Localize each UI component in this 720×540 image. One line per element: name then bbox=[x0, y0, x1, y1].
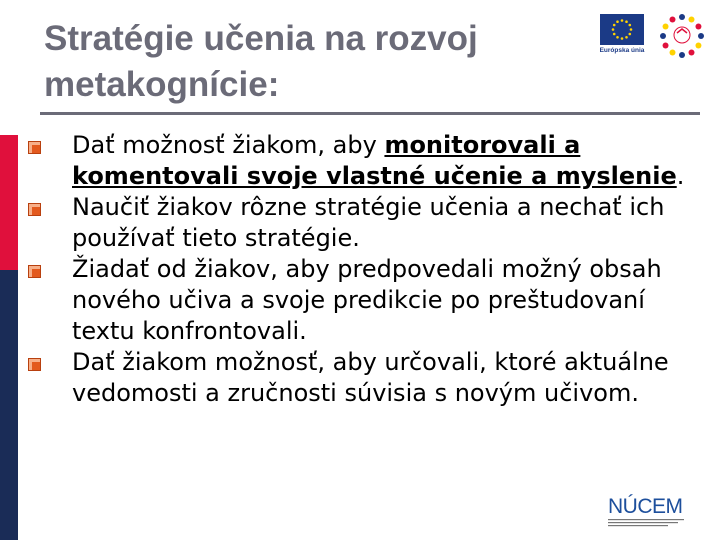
esf-star bbox=[679, 52, 685, 58]
eu-star bbox=[630, 28, 633, 31]
bullet-square-icon bbox=[28, 203, 41, 216]
nucem-logo-name: NÚCEM bbox=[608, 495, 683, 518]
esf-star bbox=[660, 33, 666, 39]
esf-star bbox=[663, 43, 669, 49]
esf-star bbox=[695, 43, 701, 49]
esf-logo bbox=[656, 12, 708, 64]
bullet-list bbox=[28, 130, 688, 409]
eu-logo bbox=[596, 14, 648, 62]
list-item bbox=[28, 130, 688, 192]
nucem-logo bbox=[608, 496, 688, 526]
esf-star bbox=[689, 17, 695, 23]
bullet-text-end: . bbox=[676, 162, 685, 190]
bullet-text: Dať žiakom možnosť, aby určovali, ktoré aktuálne vedomosti a zručnosti súvisia s novým učivom. bbox=[72, 348, 669, 407]
esf-star bbox=[689, 49, 695, 55]
list-item bbox=[28, 347, 688, 409]
esf-star bbox=[670, 17, 676, 23]
esf-star bbox=[698, 33, 704, 39]
eu-star bbox=[625, 20, 628, 23]
eu-star bbox=[628, 24, 631, 27]
side-stripe-white bbox=[0, 0, 18, 135]
bullet-emphasis: monitorovali a komentovali svoje vlastné učenie a myslenie bbox=[72, 131, 677, 190]
nucem-subtext-lines bbox=[608, 518, 684, 528]
eu-star bbox=[621, 19, 624, 22]
esf-star bbox=[670, 49, 676, 55]
eu-star bbox=[628, 33, 631, 36]
star-ring-icon bbox=[656, 12, 708, 64]
bullet-text: Dať možnosť žiakom, aby bbox=[72, 131, 385, 159]
list-item bbox=[28, 192, 688, 254]
nucem-logo-subtext bbox=[608, 518, 684, 529]
eu-flag-icon bbox=[600, 14, 644, 45]
eu-logo-label: Európska únia bbox=[599, 47, 645, 54]
esf-star bbox=[679, 14, 685, 20]
esf-star bbox=[695, 24, 701, 30]
slide-title: Stratégie učenia na rozvoj metakognície: bbox=[44, 19, 478, 104]
bullet-square-icon bbox=[28, 358, 41, 371]
bullet-square-icon bbox=[28, 141, 41, 154]
side-stripe-red bbox=[0, 135, 18, 270]
eu-star bbox=[612, 28, 615, 31]
list-item bbox=[28, 254, 688, 347]
eu-star bbox=[621, 37, 624, 40]
esf-star bbox=[663, 24, 669, 30]
eu-star bbox=[616, 36, 619, 39]
eu-star bbox=[616, 20, 619, 23]
title-divider bbox=[40, 112, 700, 115]
eu-star bbox=[613, 33, 616, 36]
bullet-text: Naučiť žiakov rôzne stratégie učenia a nechať ich používať tieto stratégie. bbox=[72, 193, 665, 252]
eu-star bbox=[625, 36, 628, 39]
side-stripe-navy bbox=[0, 270, 18, 540]
bullet-square-icon bbox=[28, 265, 41, 278]
bullet-text: Žiadať od žiakov, aby predpovedali možný obsah nového učiva a svoje predikcie po preštudovaní textu konfrontovali. bbox=[72, 255, 662, 345]
eu-star bbox=[613, 24, 616, 27]
